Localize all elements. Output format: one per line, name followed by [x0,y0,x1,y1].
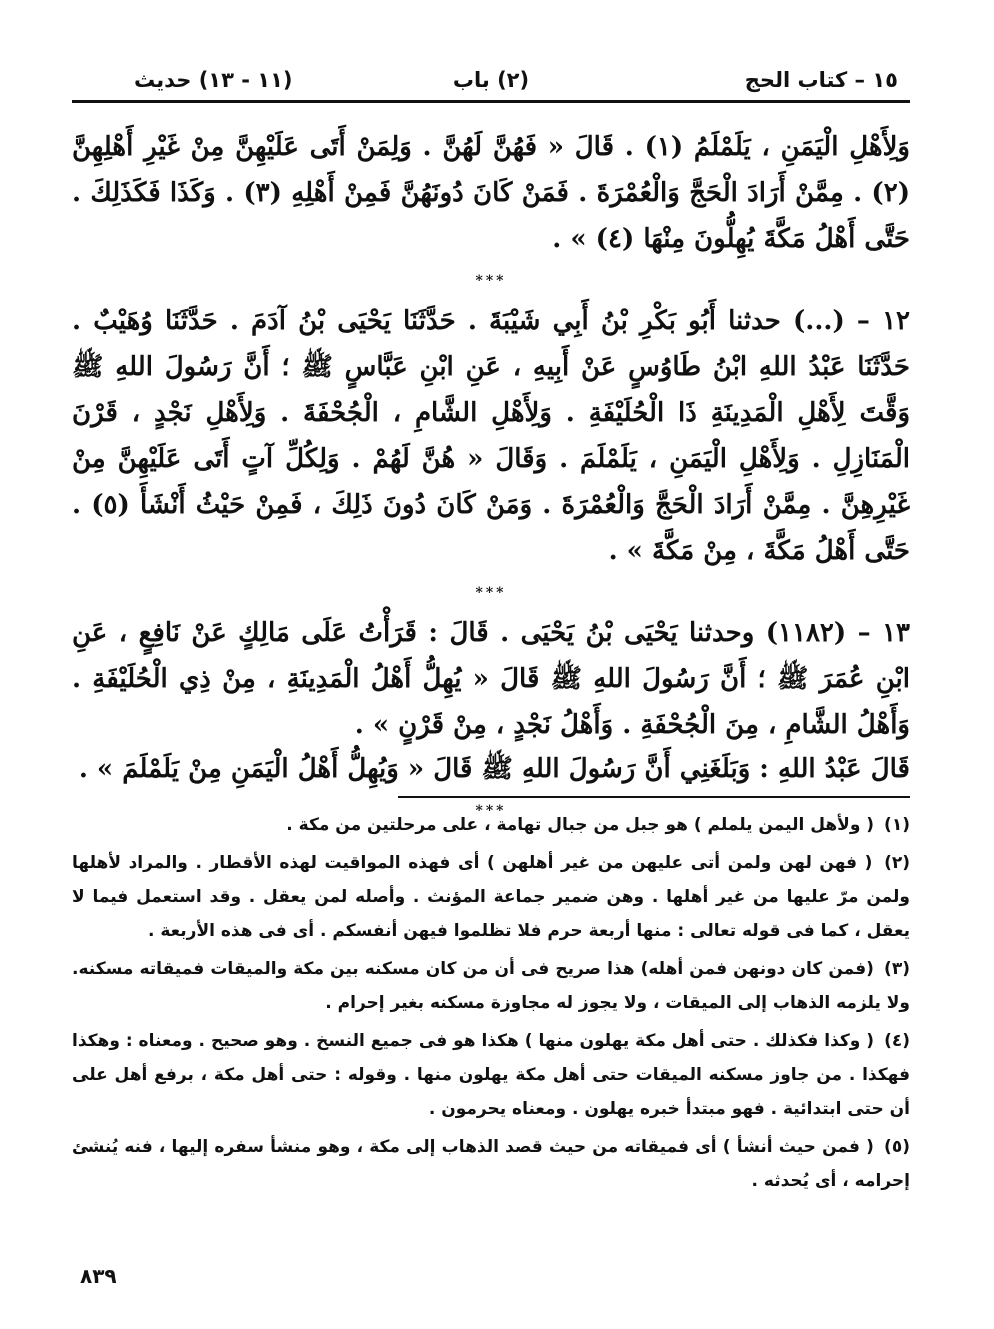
running-header [72,62,910,98]
footnote-text: ( فمن حيث أنشأ ) أى فميقاته من حيث قصد الذهاب إلى مكة ، وهو منشأ سفره إليها ، فنه يُنشئ إحرامه ، أى يُحدثه . [72,1137,910,1191]
footnote-number: (٢) [884,853,911,873]
separator-3: *** [475,803,507,819]
page-number: ٨٣٩ [80,1264,117,1288]
header-hadith-range: (١١ - ١٣) حديث [134,68,293,92]
footnote-text: ( فهن لهن ولمن أتى عليهن من غير أهلهن ) أى فهذه المواقيت لهذه الأقطار . والمراد لأهلها ولمن مرّ عليها من غير أهلها . وهن ضمير جماعة المؤنث . وأصله لمن يعقل . وقد استعمل فيما لا يعقل ، كما فى قوله تعالى : منها أربعة حرم فلا تظلموا فيهن أنفسكم . أى فى هذه الأربعة . [72,853,910,941]
paragraph-continuation: وَلِأَهْلِ الْيَمَنِ ، يَلَمْلَمُ (١) . قَالَ « فَهُنَّ لَهُنَّ . وَلِمَنْ أَتَى عَلَيْهِنَّ مِنْ غَيْرِ أَهْلِهِنَّ (٢) . مِمَّنْ أَرَادَ الْحَجَّ وَالْعُمْرَةَ . فَمَنْ كَانَ دُونَهُنَّ فَمِنْ أَهْلِهِ (٣) . وَكَذَا فَكَذَلِكَ . حَتَّى أَهْلُ مَكَّةَ يُهِلُّونَ مِنْهَا (٤) » . [72,132,911,254]
hadith-13-continuation: قَالَ عَبْدُ اللهِ : وَبَلَغَنِي أَنَّ رَسُولَ اللهِ ﷺ قَالَ « وَيُهِلُّ أَهْلُ الْيَمَنِ مِنْ يَلَمْلَمَ » . [78,754,910,784]
footnote [72,1024,910,1126]
main-text [72,124,910,828]
footnote-rule [398,796,910,798]
footnote-text: ( وكذا فكذلك . حتى أهل مكة يهلون منها ) هكذا هو فى جميع النسخ . وهو صحيح . ومعناه : وهكذا فهكذا . من جاوز مسكنه الميقات حتى أهل مكة يهلون منها . وقوله : حتى أهل مكة ، برفع أهل على أن حتى ابتدائية . فهو مبتدأ خبره يهلون . ومعناه يحرمون . [72,1031,910,1119]
separator-2: *** [475,585,507,601]
footnotes [72,808,910,1202]
footnote-text: (فمن كان دونهن فمن أهله) هذا صريح فى أن من كان مسكنه بين مكة والميقات فميقاته مسكنه. ولا يلزمه الذهاب إلى الميقات ، ولا يجوز له مجاوزة مسكنه بغير إحرام . [72,959,910,1013]
footnote [72,808,910,842]
hadith-13: ١٣ – (١١٨٢) وحدثنا يَحْيَى بْنُ يَحْيَى . قَالَ : قَرَأْتُ عَلَى مَالِكٍ عَنْ نَافِعٍ ، عَنِ ابْنِ عُمَرَ ﷺ ؛ أَنَّ رَسُولَ اللهِ ﷺ قَالَ « يُهِلُّ أَهْلُ الْمَدِينَةِ ، مِنْ ذِي الْحُلَيْفَةِ . وَأَهْلُ الشَّامِ ، مِنَ الْجُحْفَةِ . وَأَهْلُ نَجْدٍ ، مِنْ قَرْنٍ » . [72,618,910,740]
header-chapter: (٢) باب [452,68,530,92]
footnote-number: (٣) [884,959,910,979]
footnote-text: ( ولأهل اليمن يلملم ) هو جبل من جبال تهامة ، على مرحلتين من مكة . [286,815,875,835]
footnote [72,846,910,948]
hadith-12: ١٢ – (...) حدثنا أَبُو بَكْرِ بْنُ أَبِي شَيْبَةَ . حَدَّثَنَا يَحْيَى بْنُ آدَمَ . حَدَّثَنَا وُهَيْبٌ . حَدَّثَنَا عَبْدُ اللهِ ابْنُ طَاوُسٍ عَنْ أَبِيهِ ، عَنِ ابْنِ عَبَّاسٍ ﷺ ؛ أَنَّ رَسُولَ اللهِ ﷺ وَقَّتَ لِأَهْلِ الْمَدِينَةِ ذَا الْحُلَيْفَةِ . وَلِأَهْلِ الشَّامِ ، الْجُحْفَةَ . وَلِأَهْلِ نَجْدٍ ، قَرْنَ الْمَنَازِلِ . وَلِأَهْلِ الْيَمَنِ ، يَلَمْلَمَ . وَقَالَ « هُنَّ لَهُمْ . وَلِكُلِّ آتٍ أَتَى عَلَيْهِنَّ مِنْ غَيْرِهِنَّ . مِمَّنْ أَرَادَ الْحَجَّ وَالْعُمْرَةَ . وَمَنْ كَانَ دُونَ ذَلِكَ ، فَمِنْ حَيْثُ أَنْشَأَ (٥) . حَتَّى أَهْلُ مَكَّةَ ، مِنْ مَكَّةَ » . [72,306,911,566]
footnote [72,1130,910,1198]
separator-1: *** [475,273,507,289]
footnote-number: (٥) [884,1137,910,1157]
header-book-title: ١٥ – كتاب الحج [744,68,898,92]
footnote-number: (١) [884,815,910,835]
footnote-number: (٤) [884,1031,911,1051]
footnote [72,952,910,1020]
header-rule [72,100,910,103]
